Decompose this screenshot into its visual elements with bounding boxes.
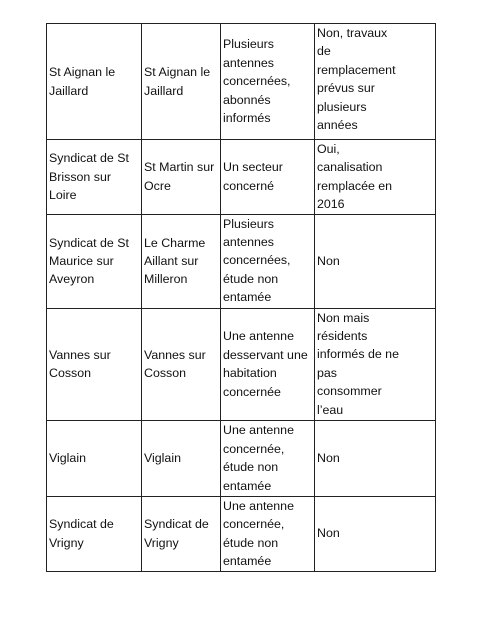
works-cell	[315, 214, 436, 308]
commune-text: Syndicat de Vrigny	[49, 517, 114, 550]
works-cell	[315, 420, 436, 496]
commune-text: Vannes sur Cosson	[49, 347, 111, 381]
commune-text: Syndicat de St Brisson sur Loire	[49, 151, 129, 203]
commune-cell	[47, 214, 142, 308]
works-text: Non, travaux de remplacement prévus sur plusieurs années	[317, 26, 396, 133]
scope-text: Une antenne concernée, étude non entamée	[223, 498, 294, 569]
location-cell	[142, 24, 221, 140]
works-text: Non	[317, 526, 340, 541]
location-text: St Martin sur Ocre	[144, 160, 215, 193]
works-cell	[315, 24, 436, 140]
scope-text: Plusieurs antennes concernées, abonnés informés	[223, 37, 291, 126]
location-text: Vannes sur Cosson	[144, 347, 206, 381]
commune-cell	[47, 140, 142, 215]
works-cell	[315, 308, 436, 420]
table-row	[47, 24, 436, 140]
commune-cell	[47, 496, 142, 571]
scope-cell	[221, 496, 315, 571]
commune-cell	[47, 24, 142, 140]
scope-cell	[221, 214, 315, 308]
location-cell	[142, 496, 221, 571]
commune-text: Syndicat de St Maurice sur Aveyron	[49, 235, 129, 287]
works-text: Non mais résidents informés de ne pas consommer l’eau	[317, 310, 399, 417]
location-text: Le Charme Aillant sur Milleron	[144, 235, 206, 287]
table-row	[47, 140, 436, 215]
works-text: Oui, canalisation remplacée en 2016	[317, 142, 393, 212]
works-text: Non	[317, 253, 340, 268]
location-text: St Aignan le Jaillard	[144, 65, 211, 98]
scope-text: Une antenne concernée, étude non entamée	[223, 423, 294, 493]
commune-text: Viglain	[49, 450, 86, 465]
location-text: Viglain	[144, 450, 181, 465]
scope-cell	[221, 140, 315, 215]
scope-cell	[221, 24, 315, 140]
table-row	[47, 420, 436, 496]
location-cell	[142, 214, 221, 308]
works-text: Non	[317, 450, 340, 465]
commune-text: St Aignan le Jaillard	[49, 65, 116, 98]
location-cell	[142, 308, 221, 420]
works-cell	[315, 140, 436, 215]
table-row	[47, 308, 436, 420]
table-row	[47, 214, 436, 308]
commune-cell	[47, 308, 142, 420]
location-cell	[142, 140, 221, 215]
scope-cell	[221, 420, 315, 496]
commune-cell	[47, 420, 142, 496]
scope-text: Une antenne desservant une habitation concernée	[223, 329, 308, 399]
scope-text: Un secteur concerné	[223, 160, 283, 193]
works-cell	[315, 496, 436, 571]
scope-cell	[221, 308, 315, 420]
location-text: Syndicat de Vrigny	[144, 517, 209, 550]
table-row	[47, 496, 436, 571]
data-table	[46, 23, 436, 572]
location-cell	[142, 420, 221, 496]
scope-text: Plusieurs antennes concernées, étude non entamée	[223, 216, 291, 305]
